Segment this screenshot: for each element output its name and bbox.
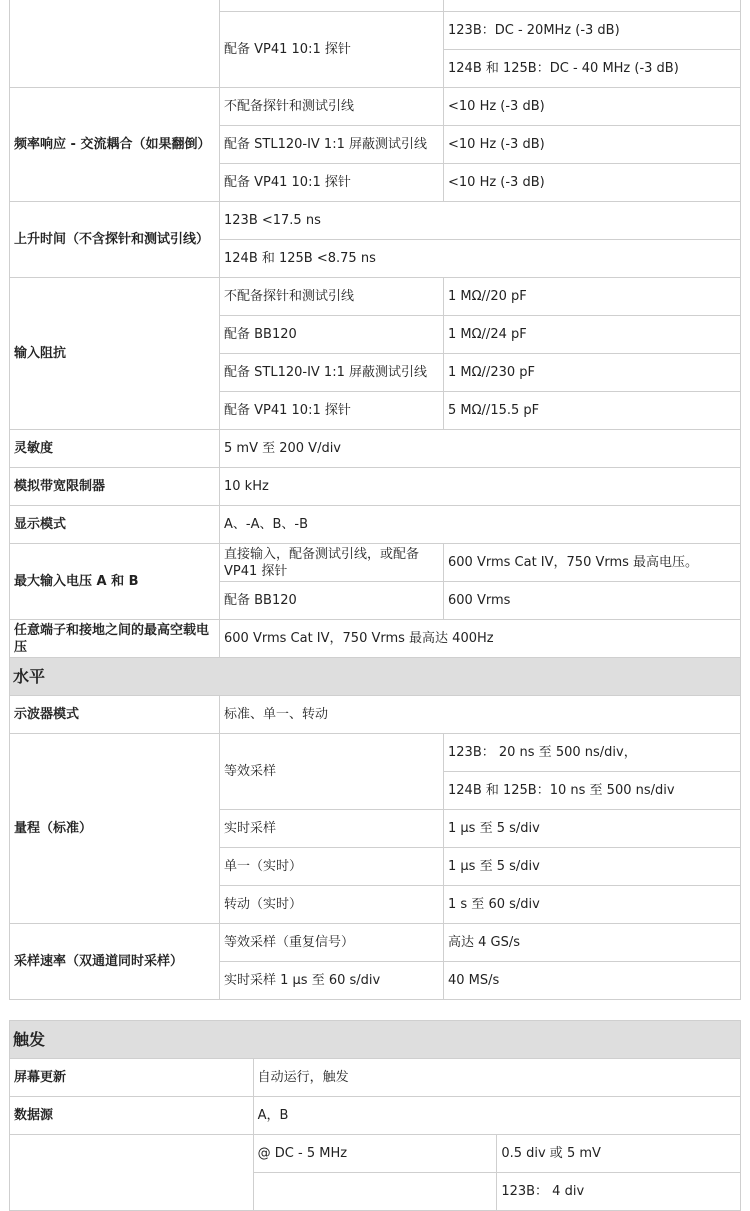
- table-cell: 自动运行，触发: [253, 1059, 740, 1097]
- table-cell: 0.5 div 或 5 mV: [497, 1135, 741, 1173]
- table-row: [10, 734, 741, 772]
- table-row: [10, 88, 741, 126]
- table-cell: 灵敏度: [10, 430, 220, 468]
- table-cell: 配备 STL120-IV 1:1 屏蔽测试引线: [220, 354, 444, 392]
- table-cell: 高达 4 GS/s: [444, 924, 741, 962]
- table-cell: 123B： 20 ns 至 500 ns/div，: [444, 734, 741, 772]
- table-cell: 5 MΩ//15.5 pF: [444, 392, 741, 430]
- table-row: [10, 696, 741, 734]
- table-cell: 不配备探针和测试引线: [220, 278, 444, 316]
- table-cell: 输入阻抗: [10, 278, 220, 430]
- table-cell: [10, 1135, 254, 1211]
- table-cell: 124B 和 125B <8.75 ns: [220, 240, 741, 278]
- table-cell: 1 MΩ//24 pF: [444, 316, 741, 354]
- table-row: [10, 1059, 741, 1097]
- table-cell: [10, 0, 220, 88]
- table-cell: 配备 VP41 10:1 探针: [220, 392, 444, 430]
- table-cell: 600 Vrms Cat IV，750 Vrms 最高达 400Hz: [220, 620, 741, 658]
- table-row: [10, 506, 741, 544]
- table-row: [10, 278, 741, 316]
- section-header: 水平: [10, 658, 741, 696]
- table-cell: 配备 VP41 10:1 探针: [220, 12, 444, 88]
- table-cell: 等效采样（重复信号）: [220, 924, 444, 962]
- table-cell: 数据源: [10, 1097, 254, 1135]
- table-cell: 124B 和 125B：10 ns 至 500 ns/div: [444, 772, 741, 810]
- table-cell: 直接输入，配备测试引线，或配备 VP41 探针: [220, 544, 444, 582]
- table-cell: <10 Hz (-3 dB): [444, 126, 741, 164]
- table-cell: A、-A、B、-B: [220, 506, 741, 544]
- table-cell: 123B：DC - 20MHz (-3 dB): [444, 12, 741, 50]
- spec-table-vertical-horizontal: [9, 0, 741, 1000]
- table-cell: 10 kHz: [220, 468, 741, 506]
- table-cell: 1 MΩ//230 pF: [444, 354, 741, 392]
- table-cell: 转动（实时）: [220, 886, 444, 924]
- table-cell: 配备 BB120: [220, 582, 444, 620]
- table-row: [10, 620, 741, 658]
- table-cell: 实时采样: [220, 810, 444, 848]
- table-cell: 1 s 至 60 s/div: [444, 886, 741, 924]
- table-cell: 频率响应 - 交流耦合（如果翻倒）: [10, 88, 220, 202]
- table-cell: 量程（标准）: [10, 734, 220, 924]
- table-row: [10, 430, 741, 468]
- table-cell: 不配备探针和测试引线: [220, 88, 444, 126]
- table-cell: 显示模式: [10, 506, 220, 544]
- table-row: [10, 544, 741, 582]
- table-cell: 最大输入电压 A 和 B: [10, 544, 220, 620]
- table-cell: [444, 0, 741, 12]
- table-cell: [220, 0, 444, 12]
- table-cell: <10 Hz (-3 dB): [444, 164, 741, 202]
- table-cell: 采样速率（双通道同时采样）: [10, 924, 220, 1000]
- table-cell: 1 µs 至 5 s/div: [444, 848, 741, 886]
- table-cell: 123B： 4 div: [497, 1173, 741, 1211]
- table-cell: @ DC - 5 MHz: [253, 1135, 497, 1173]
- table-cell: 1 µs 至 5 s/div: [444, 810, 741, 848]
- section-header: 触发: [10, 1021, 741, 1059]
- table-row: [10, 1097, 741, 1135]
- table-cell: 5 mV 至 200 V/div: [220, 430, 741, 468]
- table-row: [10, 0, 741, 12]
- table-row: [10, 468, 741, 506]
- table-row: [10, 1135, 741, 1173]
- table-cell: 600 Vrms Cat IV，750 Vrms 最高电压。: [444, 544, 741, 582]
- table-cell: A，B: [253, 1097, 740, 1135]
- table-cell: 等效采样: [220, 734, 444, 810]
- table-row: [10, 658, 741, 696]
- table-cell: 配备 BB120: [220, 316, 444, 354]
- table-cell: 屏幕更新: [10, 1059, 254, 1097]
- table-cell: [253, 1173, 497, 1211]
- spec-table-trigger: [9, 1020, 741, 1211]
- table-cell: <10 Hz (-3 dB): [444, 88, 741, 126]
- table-row: [10, 924, 741, 962]
- table-cell: 123B <17.5 ns: [220, 202, 741, 240]
- table-cell: 配备 STL120-IV 1:1 屏蔽测试引线: [220, 126, 444, 164]
- table-cell: 实时采样 1 µs 至 60 s/div: [220, 962, 444, 1000]
- table-cell: 任意端子和接地之间的最高空载电压: [10, 620, 220, 658]
- table-cell: 124B 和 125B：DC - 40 MHz (-3 dB): [444, 50, 741, 88]
- table-cell: 模拟带宽限制器: [10, 468, 220, 506]
- table-cell: 标准、单一、转动: [220, 696, 741, 734]
- table-cell: 上升时间（不含探针和测试引线）: [10, 202, 220, 278]
- table-cell: 40 MS/s: [444, 962, 741, 1000]
- table-cell: 单一（实时）: [220, 848, 444, 886]
- table-row: [10, 202, 741, 240]
- table-cell: 配备 VP41 10:1 探针: [220, 164, 444, 202]
- table-cell: 600 Vrms: [444, 582, 741, 620]
- table-cell: 示波器模式: [10, 696, 220, 734]
- table-cell: 1 MΩ//20 pF: [444, 278, 741, 316]
- table-row: [10, 1021, 741, 1059]
